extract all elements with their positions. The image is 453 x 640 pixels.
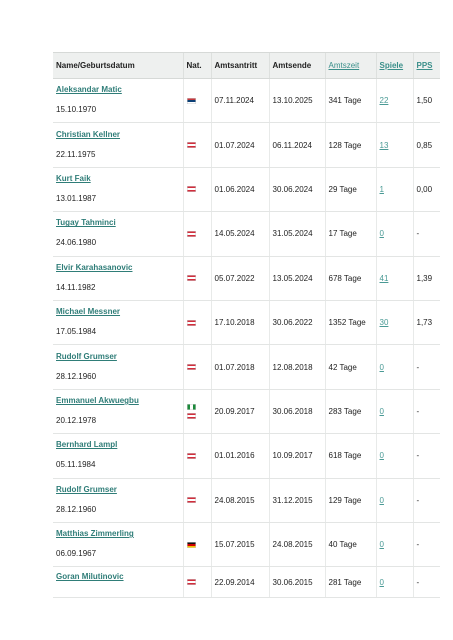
nationality-cell bbox=[183, 434, 211, 478]
name-cell bbox=[53, 79, 183, 123]
end-date: 13.05.2024 bbox=[269, 256, 325, 300]
austria-flag-icon bbox=[187, 186, 196, 192]
end-date: 31.05.2024 bbox=[269, 212, 325, 256]
header-pps-sort-link[interactable]: PPS bbox=[413, 53, 440, 79]
austria-flag-icon bbox=[187, 320, 196, 326]
table-row bbox=[53, 300, 440, 344]
birth-date: 14.11.1982 bbox=[56, 282, 96, 292]
tenure-duration: 283 Tage bbox=[325, 389, 376, 433]
table-row bbox=[53, 256, 440, 300]
name-cell bbox=[53, 434, 183, 478]
games-link[interactable]: 0 bbox=[379, 362, 384, 372]
points-per-game: - bbox=[413, 522, 440, 566]
start-date: 15.07.2015 bbox=[211, 522, 269, 566]
birth-date: 06.09.1967 bbox=[56, 549, 97, 559]
nationality-cell bbox=[183, 345, 211, 389]
tenure-duration: 42 Tage bbox=[325, 345, 376, 389]
tenure-duration: 281 Tage bbox=[325, 567, 376, 598]
tenure-duration: 341 Tage bbox=[325, 79, 376, 123]
games-cell bbox=[376, 567, 413, 598]
start-date: 01.07.2018 bbox=[211, 345, 269, 389]
table-row bbox=[53, 79, 440, 123]
table-header-row bbox=[53, 53, 440, 79]
birth-date: 28.12.1960 bbox=[56, 371, 97, 381]
games-link[interactable]: 41 bbox=[379, 273, 389, 283]
birth-date: 17.05.1984 bbox=[56, 327, 97, 337]
nationality-cell bbox=[183, 79, 211, 123]
serbia-flag-icon bbox=[187, 98, 196, 104]
name-cell bbox=[53, 167, 183, 211]
nationality-cell bbox=[183, 212, 211, 256]
end-date: 30.06.2024 bbox=[269, 167, 325, 211]
coach-name-link[interactable]: Emmanuel Akwuegbu bbox=[56, 395, 139, 405]
tenure-duration: 1352 Tage bbox=[325, 300, 376, 344]
points-per-game: - bbox=[413, 434, 440, 478]
nationality-cell bbox=[183, 300, 211, 344]
austria-flag-icon bbox=[187, 364, 196, 370]
points-per-game: 1,50 bbox=[413, 79, 440, 123]
end-date: 10.09.2017 bbox=[269, 434, 325, 478]
points-per-game: 1,39 bbox=[413, 256, 440, 300]
games-link[interactable]: 0 bbox=[379, 495, 384, 505]
table-row bbox=[53, 434, 440, 478]
header-nationality: Nat. bbox=[183, 53, 211, 79]
games-cell bbox=[376, 212, 413, 256]
birth-date: 22.11.1975 bbox=[56, 149, 96, 159]
points-per-game: 1,73 bbox=[413, 300, 440, 344]
start-date: 20.09.2017 bbox=[211, 389, 269, 433]
nationality-cell bbox=[183, 167, 211, 211]
start-date: 01.01.2016 bbox=[211, 434, 269, 478]
name-cell bbox=[53, 123, 183, 167]
points-per-game: - bbox=[413, 478, 440, 522]
points-per-game: - bbox=[413, 389, 440, 433]
points-per-game: - bbox=[413, 567, 440, 598]
games-link[interactable]: 0 bbox=[379, 406, 384, 416]
austria-flag-icon bbox=[187, 142, 196, 148]
games-cell bbox=[376, 300, 413, 344]
coach-name-link[interactable]: Tugay Tahminci bbox=[56, 218, 116, 228]
header-games-sort-link[interactable]: Spiele bbox=[376, 53, 413, 79]
coach-name-link[interactable]: Aleksandar Matic bbox=[56, 85, 122, 95]
austria-flag-icon bbox=[187, 231, 196, 237]
name-cell bbox=[53, 389, 183, 433]
coach-name-link[interactable]: Michael Messner bbox=[56, 307, 121, 317]
games-cell bbox=[376, 167, 413, 211]
games-cell bbox=[376, 345, 413, 389]
coach-name-link[interactable]: Rudolf Grumser bbox=[56, 351, 117, 361]
end-date: 30.06.2015 bbox=[269, 567, 325, 598]
austria-flag-icon bbox=[187, 453, 196, 459]
tenure-duration: 29 Tage bbox=[325, 167, 376, 211]
start-date: 24.08.2015 bbox=[211, 478, 269, 522]
birth-date: 24.06.1980 bbox=[56, 238, 97, 248]
table-row bbox=[53, 567, 440, 598]
games-link[interactable]: 22 bbox=[379, 96, 389, 106]
header-duration-sort-link[interactable]: Amtszeit bbox=[325, 53, 376, 79]
table-row bbox=[53, 478, 440, 522]
table-row bbox=[53, 345, 440, 389]
points-per-game: - bbox=[413, 212, 440, 256]
games-cell bbox=[376, 389, 413, 433]
austria-flag-icon bbox=[187, 579, 196, 585]
birth-date: 13.01.1987 bbox=[56, 193, 97, 203]
games-link[interactable]: 0 bbox=[379, 540, 384, 550]
nationality-cell bbox=[183, 567, 211, 598]
birth-date: 05.11.1984 bbox=[56, 460, 96, 470]
tenure-duration: 129 Tage bbox=[325, 478, 376, 522]
points-per-game: 0,00 bbox=[413, 167, 440, 211]
name-cell bbox=[53, 567, 183, 598]
points-per-game: - bbox=[413, 345, 440, 389]
coach-name-link[interactable]: Christian Kellner bbox=[56, 129, 121, 139]
name-cell bbox=[53, 522, 183, 566]
coaches-table bbox=[53, 52, 440, 598]
table-row bbox=[53, 389, 440, 433]
birth-date: 20.12.1978 bbox=[56, 415, 97, 425]
table-row bbox=[53, 212, 440, 256]
games-cell bbox=[376, 256, 413, 300]
end-date: 24.08.2015 bbox=[269, 522, 325, 566]
nationality-cell bbox=[183, 123, 211, 167]
end-date: 30.06.2022 bbox=[269, 300, 325, 344]
start-date: 05.07.2022 bbox=[211, 256, 269, 300]
end-date: 12.08.2018 bbox=[269, 345, 325, 389]
end-date: 30.06.2018 bbox=[269, 389, 325, 433]
games-cell bbox=[376, 434, 413, 478]
start-date: 01.06.2024 bbox=[211, 167, 269, 211]
name-cell bbox=[53, 345, 183, 389]
coach-name-link[interactable]: Kurt Faik bbox=[56, 173, 91, 183]
table-row bbox=[53, 123, 440, 167]
points-per-game: 0,85 bbox=[413, 123, 440, 167]
games-link[interactable]: 30 bbox=[379, 318, 389, 328]
tenure-duration: 17 Tage bbox=[325, 212, 376, 256]
games-cell bbox=[376, 478, 413, 522]
tenure-duration: 128 Tage bbox=[325, 123, 376, 167]
games-cell bbox=[376, 79, 413, 123]
birth-date: 28.12.1960 bbox=[56, 504, 97, 514]
table-row bbox=[53, 167, 440, 211]
austria-flag-icon bbox=[187, 413, 196, 419]
austria-flag-icon bbox=[187, 275, 196, 281]
header-name: Name/Geburtsdatum bbox=[53, 53, 183, 79]
coach-name-link[interactable]: Elvir Karahasanovic bbox=[56, 262, 133, 272]
nigeria-flag-icon bbox=[187, 404, 196, 410]
games-link[interactable]: 0 bbox=[379, 451, 384, 461]
name-cell bbox=[53, 212, 183, 256]
nationality-cell bbox=[183, 389, 211, 433]
games-link[interactable]: 13 bbox=[379, 140, 389, 150]
start-date: 22.09.2014 bbox=[211, 567, 269, 598]
header-end: Amtsende bbox=[269, 53, 325, 79]
games-link[interactable]: 0 bbox=[379, 229, 384, 239]
table-body bbox=[53, 79, 440, 598]
end-date: 06.11.2024 bbox=[269, 123, 325, 167]
start-date: 17.10.2018 bbox=[211, 300, 269, 344]
name-cell bbox=[53, 478, 183, 522]
birth-date: 15.10.1970 bbox=[56, 105, 97, 115]
nationality-cell bbox=[183, 256, 211, 300]
header-start: Amtsantritt bbox=[211, 53, 269, 79]
name-cell bbox=[53, 300, 183, 344]
end-date: 31.12.2015 bbox=[269, 478, 325, 522]
games-cell bbox=[376, 123, 413, 167]
start-date: 14.05.2024 bbox=[211, 212, 269, 256]
end-date: 13.10.2025 bbox=[269, 79, 325, 123]
tenure-duration: 618 Tage bbox=[325, 434, 376, 478]
tenure-duration: 678 Tage bbox=[325, 256, 376, 300]
start-date: 07.11.2024 bbox=[211, 79, 269, 123]
coach-name-link[interactable]: Matthias Zimmerling bbox=[56, 529, 134, 539]
table-row bbox=[53, 522, 440, 566]
nationality-cell bbox=[183, 478, 211, 522]
tenure-duration: 40 Tage bbox=[325, 522, 376, 566]
germany-flag-icon bbox=[187, 542, 196, 548]
games-link[interactable]: 0 bbox=[379, 577, 384, 587]
coach-name-link[interactable]: Rudolf Grumser bbox=[56, 484, 117, 494]
austria-flag-icon bbox=[187, 497, 196, 503]
name-cell bbox=[53, 256, 183, 300]
coach-name-link[interactable]: Goran Milutinovic bbox=[56, 572, 124, 582]
coaches-table-container bbox=[53, 52, 440, 598]
games-link[interactable]: 1 bbox=[379, 184, 384, 194]
games-cell bbox=[376, 522, 413, 566]
coach-name-link[interactable]: Bernhard Lampl bbox=[56, 440, 118, 450]
start-date: 01.07.2024 bbox=[211, 123, 269, 167]
nationality-cell bbox=[183, 522, 211, 566]
